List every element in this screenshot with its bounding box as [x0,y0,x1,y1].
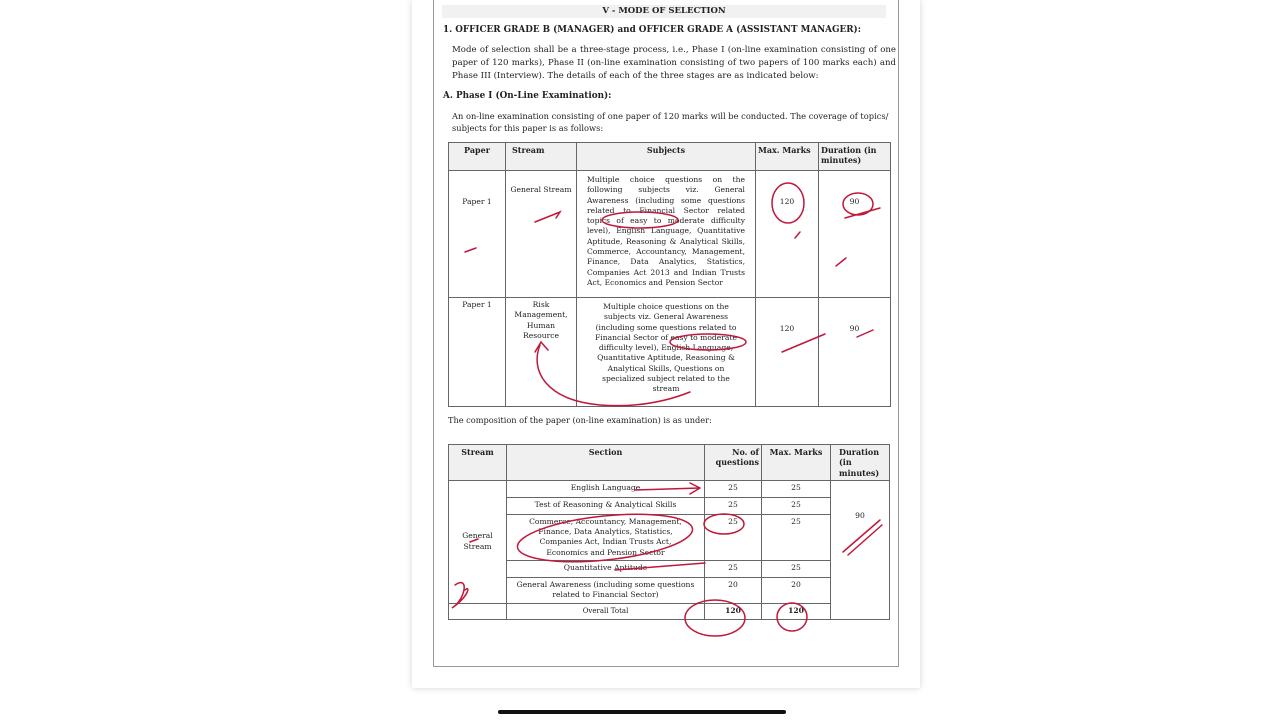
paper-cell: Paper 1 [449,298,506,407]
col-stream: Stream [506,143,577,171]
section-cell: English Language [507,480,705,497]
stream-cell: Risk Management, Human Resource [506,298,577,407]
phase-text: An on-line examination consisting of one paper of 120 marks will be conducted. The coverage of topics/ subjects for this paper is as follows: [452,111,889,133]
col-stream: Stream [449,445,507,481]
col-questions: No. of questions [705,445,762,481]
paper-cell: Paper 1 [449,171,506,298]
subjects-cell: Multiple choice questions on the subjects viz. General Awareness (including some questions related to Financial Sector of easy to moderate difficulty level), English Language, Quantitative Aptitude, Reasoning & Analytical Skills, Questions on specialized subject related to the stream [577,298,756,407]
page-title: V - MODE OF SELECTION [442,5,886,18]
phase-heading: A. Phase I (On-Line Examination): [443,91,612,101]
col-section: Section [507,445,705,481]
marks-cell: 120 [756,298,819,407]
section-text: Mode of selection shall be a three-stage process, i.e., Phase I (on-line examination consisting of one paper of 120 marks), Phase II (on-line examination consisting of two papers of 100 marks each) and Phase III (Interview). The details of each of the three stages are as indicated below: [452,45,896,81]
table-row [449,171,891,298]
subjects-cell: Multiple choice questions on the following subjects viz. General Awareness (including some questions related to Financial Sector related topics of easy to moderate difficulty level), English Language, Quantitative Aptitude, Reasoning & Analytical Skills, Commerce, Accountancy, Management, Finance, Data Analytics, Statistics, Companies Act 2013 and Indian Trusts Act, Economics and Pension Sector [577,171,756,298]
total-label: Overall Total [507,603,705,619]
questions-cell: 25 [705,497,762,514]
composition-table [448,444,890,620]
col-paper: Paper [449,143,506,171]
home-indicator[interactable] [498,710,786,714]
composition-text: The composition of the paper (on-line examination) is as under: [448,415,712,425]
questions-cell: 20 [705,578,762,604]
questions-cell: 25 [705,561,762,578]
stream-cell: General Stream [449,480,507,603]
col-duration: Duration (in minutes) [819,143,891,171]
table-row [449,298,891,407]
total-questions: 120 [705,603,762,619]
questions-cell: 25 [705,480,762,497]
col-duration: Duration (in minutes) [831,445,890,481]
section-cell: Quantitative Aptitude [507,561,705,578]
marks-cell: 25 [762,497,831,514]
duration-cell: 90 [831,480,890,619]
col-subjects: Subjects [577,143,756,171]
section-cell: Test of Reasoning & Analytical Skills [507,497,705,514]
col-marks: Max. Marks [756,143,819,171]
section-cell: General Awareness (including some questions related to Financial Sector) [507,578,705,604]
phase1-table [448,142,891,407]
stream-cell: General Stream [506,171,577,298]
marks-cell: 25 [762,480,831,497]
marks-cell: 25 [762,514,831,560]
marks-cell: 120 [756,171,819,298]
total-marks: 120 [762,603,831,619]
duration-cell: 90 [819,171,891,298]
questions-cell: 25 [705,514,762,560]
duration-cell: 90 [819,298,891,407]
col-marks: Max. Marks [762,445,831,481]
section-heading: 1. OFFICER GRADE B (MANAGER) and OFFICER GRADE A (ASSISTANT MANAGER): [443,25,861,35]
marks-cell: 20 [762,578,831,604]
section-cell: Commerce, Accountancy, Management, Finance, Data Analytics, Statistics, Companies Act, Indian Trusts Act, Economics and Pension Sector [507,514,705,560]
marks-cell: 25 [762,561,831,578]
